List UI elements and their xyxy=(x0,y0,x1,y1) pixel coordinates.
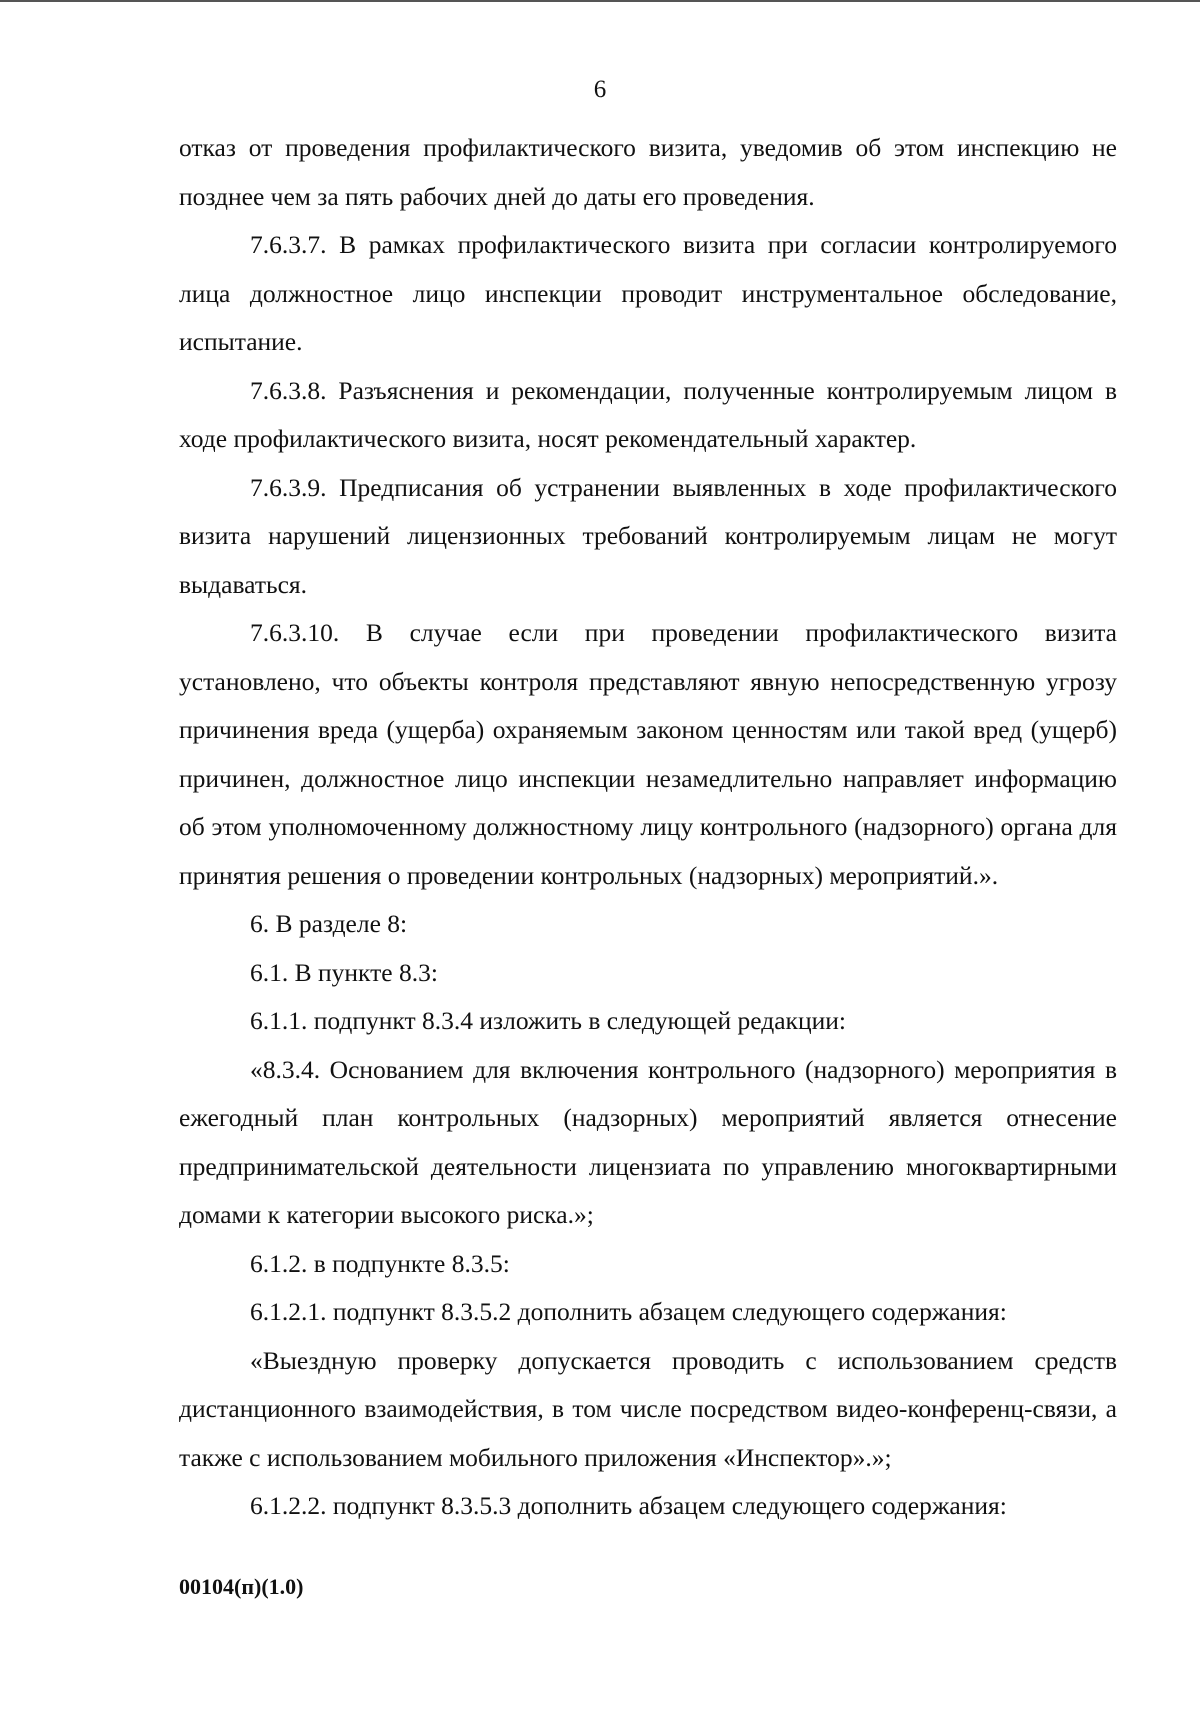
paragraph: 6.1.2.2. подпункт 8.3.5.3 дополнить абзацем следующего содержания: xyxy=(250,1491,1007,1520)
scan-top-edge xyxy=(0,0,1200,2)
paragraph: 7.6.3.10. В случае если при проведении профилактического визита установлено, что объекты контроля представляют явную непосредственную угрозу причинения вреда (ущерба) охраняемым законом ценностям или такой вред (ущерб) причинен, должностное лицо инспекции незамедлительно направляет информацию об этом уполномоченному должностному лицу контрольного (надзорного) органа для принятия решения о проведении контрольных (надзорных) мероприятий.». xyxy=(179,618,1117,890)
paragraph: «Выездную проверку допускается проводить с использованием средств дистанционного взаимодействия, в том числе посредством видео-конференц-связи, а также с использованием мобильного приложения «Инспектор».»; xyxy=(179,1345,1117,1472)
paragraph: 6.1.2.1. подпункт 8.3.5.2 дополнить абзацем следующего содержания: xyxy=(250,1297,1007,1326)
paragraph: 6.1.1. подпункт 8.3.4 изложить в следующей редакции: xyxy=(250,1006,846,1035)
paragraph: 6.1.2. в подпункте 8.3.5: xyxy=(250,1248,510,1278)
paragraph: 7.6.3.9. Предписания об устранении выявленных в ходе профилактического визита нарушений лицензионных требований контролируемым лицам не могут выдаваться. xyxy=(179,472,1117,599)
document-body xyxy=(179,124,1117,1531)
paragraph: отказ от проведения профилактического визита, уведомив об этом инспекцию не позднее чем за пять рабочих дней до даты его проведения. xyxy=(179,133,1117,211)
paragraph: «8.3.4. Основанием для включения контрольного (надзорного) мероприятия в ежегодный план контрольных (надзорных) мероприятий является отнесение предпринимательской деятельности лицензиата по управлению многоквартирными домами к категории высокого риска.»; xyxy=(179,1054,1117,1229)
paragraph: 7.6.3.7. В рамках профилактического визита при согласии контролируемого лица должностное лицо инспекции проводит инструментальное обследование, испытание. xyxy=(179,230,1117,356)
paragraph: 7.6.3.8. Разъяснения и рекомендации, полученные контролируемым лицом в ходе профилактического визита, носят рекомендательный характер. xyxy=(179,375,1117,453)
page-number: 6 xyxy=(593,76,607,103)
paragraph: 6.1. В пункте 8.3: xyxy=(250,957,438,987)
document-code: 00104(п)(1.0) xyxy=(179,1574,304,1599)
paragraph: 6. В разделе 8: xyxy=(250,909,408,938)
